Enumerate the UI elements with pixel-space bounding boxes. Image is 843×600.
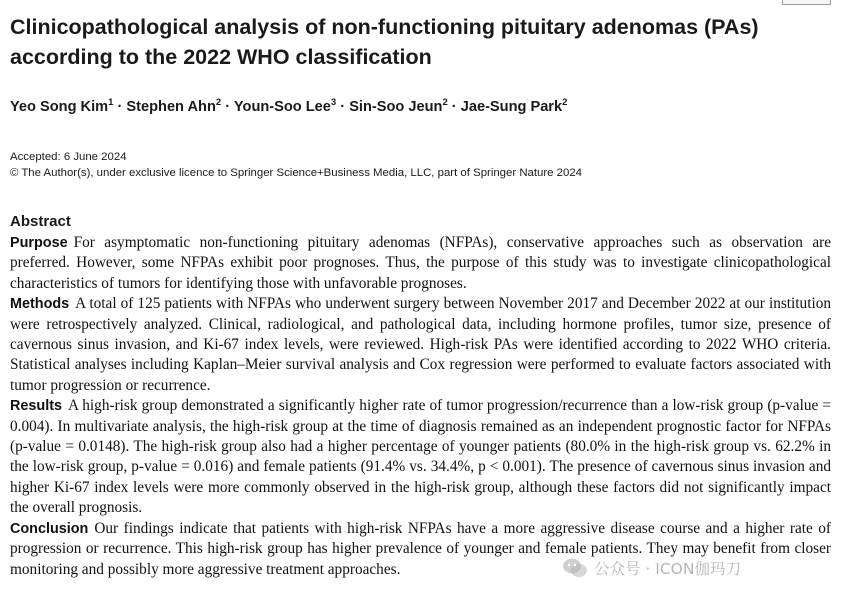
copyright-notice: © The Author(s), under exclusive licence to Springer Science+Business Media, LLC, part of Springer Nature 2024 [10,167,583,179]
author: Yeo Song Kim$^1$ [10,97,114,115]
wechat-icon [562,557,588,579]
section-text: Our findings indicate that patients with high-risk NFPAs have a more aggressive disease course and a higher rate of progression or recurrence. This high-risk group has higher prevalence of younger and female patients. They may benefit from closer monitoring and possibly more aggressive treatment approaches. [10,519,831,578]
watermark [562,555,741,581]
abstract-purpose [10,233,831,294]
paper-title: Clinicopathological analysis of non-functioning pituitary adenomas (PAs) according to the 2022 WHO classification [10,15,759,69]
section-label: Methods [10,296,70,313]
section-text: A high-risk group demonstrated a significantly higher rate of tumor progression/recurrence than a low-risk group (p-value = 0.004). In multivariate analysis, the high-risk group at the time of diagnosis remained as an independent prognostic factor for NFPAs (p-value = 0.0148). The high-risk group also had a higher percentage of younger patients (80.0% in the high-risk group vs. 62.2% in the low-risk group, p-value = 0.016) and female patients (91.4% vs. 34.4%, p < 0.001). The presence of cavernous sinus invasion and higher Ki-67 index levels were more commonly observed in the high-risk group, although these factors did not significantly impact the overall prognosis. [10,397,831,517]
abstract-heading: Abstract [10,213,71,230]
corner-tab [782,0,831,5]
accepted-date: Accepted: 6 June 2024 [10,151,127,163]
section-label: Conclusion [10,520,89,537]
section-label: Purpose [10,235,68,251]
author: Sin-Soo Jeun$^2$ [349,97,448,115]
author: Stephen Ahn$^2$ [126,97,222,115]
section-label: Results [10,398,62,415]
abstract-results [10,396,831,518]
abstract-body [10,233,831,580]
author: Jae-Sung Park$^2$ [460,97,568,115]
author-list: Yeo Song Kim$^1$ · Stephen Ahn$^2$ · Youn-Soo Lee$^3$ · Sin-Soo Jeun$^2$ · Jae-Sung Park$^2$ [10,97,568,115]
watermark-text: 公众号 · ICON伽玛刀 [594,560,741,578]
abstract-methods [10,294,831,396]
author: Youn-Soo Lee$^3$ [233,97,337,115]
section-text: A total of 125 patients with NFPAs who underwent surgery between November 2017 and December 2022 at our institution were retrospectively analyzed. Clinical, radiological, and pathological data, including hormone profiles, tumor size, presence of cavernous sinus invasion, and Ki-67 index levels, were reviewed. High-risk PAs were identified according to 2022 WHO criteria. Statistical analyses including Kaplan–Meier survival analysis and Cox regression were performed to evaluate factors associated with tumor progression or recurrence. [10,295,831,394]
section-text: For asymptomatic non-functioning pituitary adenomas (NFPAs), conservative approaches such as observation are preferred. However, some NFPAs exhibit poor prognoses. Thus, the purpose of this study was to investigate clinicopathological characteristics of tumors for identifying those with unfavorable prognoses. [10,234,831,292]
